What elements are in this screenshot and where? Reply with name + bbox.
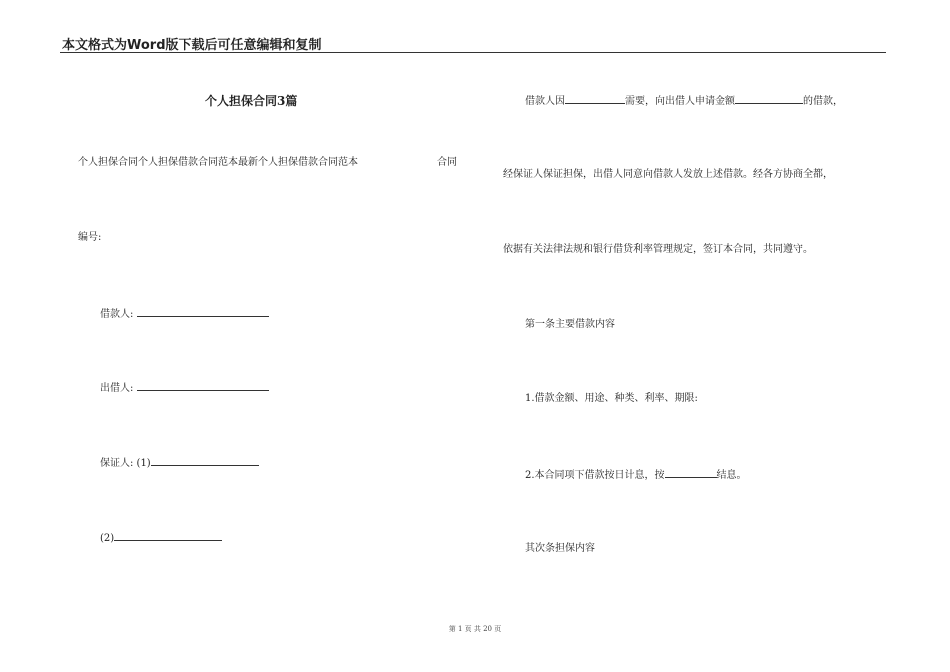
paragraph-3: 依据有关法律法规和银行借贷利率管理规定，签订本合同，共同遵守。 bbox=[503, 244, 813, 255]
intro-line: 个人担保合同个人担保借款合同范本最新个人担保借款合同范本 bbox=[78, 157, 358, 168]
document-title: 个人担保合同3篇 bbox=[205, 94, 298, 108]
item-1: 1.借款金额、用途、种类、利率、期限: bbox=[525, 393, 698, 404]
guarantor2-field bbox=[100, 531, 222, 545]
borrower-blank bbox=[137, 307, 269, 317]
guarantor1-label: 保证人: (1) bbox=[100, 458, 151, 469]
guarantor1-blank bbox=[151, 456, 259, 466]
guarantor1-field bbox=[100, 456, 259, 470]
document-banner: 本文格式为Word版下载后可任意编辑和复制 bbox=[62, 38, 322, 53]
page-number: 第 1 页 共 20 页 bbox=[448, 625, 502, 633]
lender-label: 出借人: bbox=[100, 383, 134, 394]
lender-field bbox=[100, 381, 269, 395]
item2-text-b: 结息。 bbox=[716, 470, 747, 481]
p1-text-c: 的借款， bbox=[803, 96, 843, 107]
borrower-label: 借款人: bbox=[100, 309, 134, 320]
header-divider bbox=[60, 52, 886, 53]
amount-blank bbox=[735, 94, 803, 104]
guarantor2-blank bbox=[114, 531, 222, 541]
borrower-field bbox=[100, 307, 269, 321]
lender-blank bbox=[137, 381, 269, 391]
interest-settlement-blank bbox=[665, 468, 717, 478]
purpose-blank bbox=[565, 94, 625, 104]
number-label: 编号: bbox=[78, 232, 102, 243]
intro-tail: 合同 bbox=[437, 157, 457, 168]
p1-text-b: 需要，向出借人申请金额 bbox=[625, 96, 735, 107]
paragraph-1 bbox=[525, 94, 843, 108]
item-2 bbox=[525, 468, 747, 482]
p1-text-a: 借款人因 bbox=[525, 96, 565, 107]
item2-text-a: 2.本合同项下借款按日计息，按 bbox=[525, 470, 665, 481]
guarantor2-label: (2) bbox=[100, 533, 115, 544]
article-1-heading: 第一条主要借款内容 bbox=[525, 319, 615, 330]
paragraph-2: 经保证人保证担保，出借人同意向借款人发放上述借款。经各方协商全都， bbox=[503, 169, 833, 180]
article-2-heading: 其次条担保内容 bbox=[525, 543, 595, 554]
